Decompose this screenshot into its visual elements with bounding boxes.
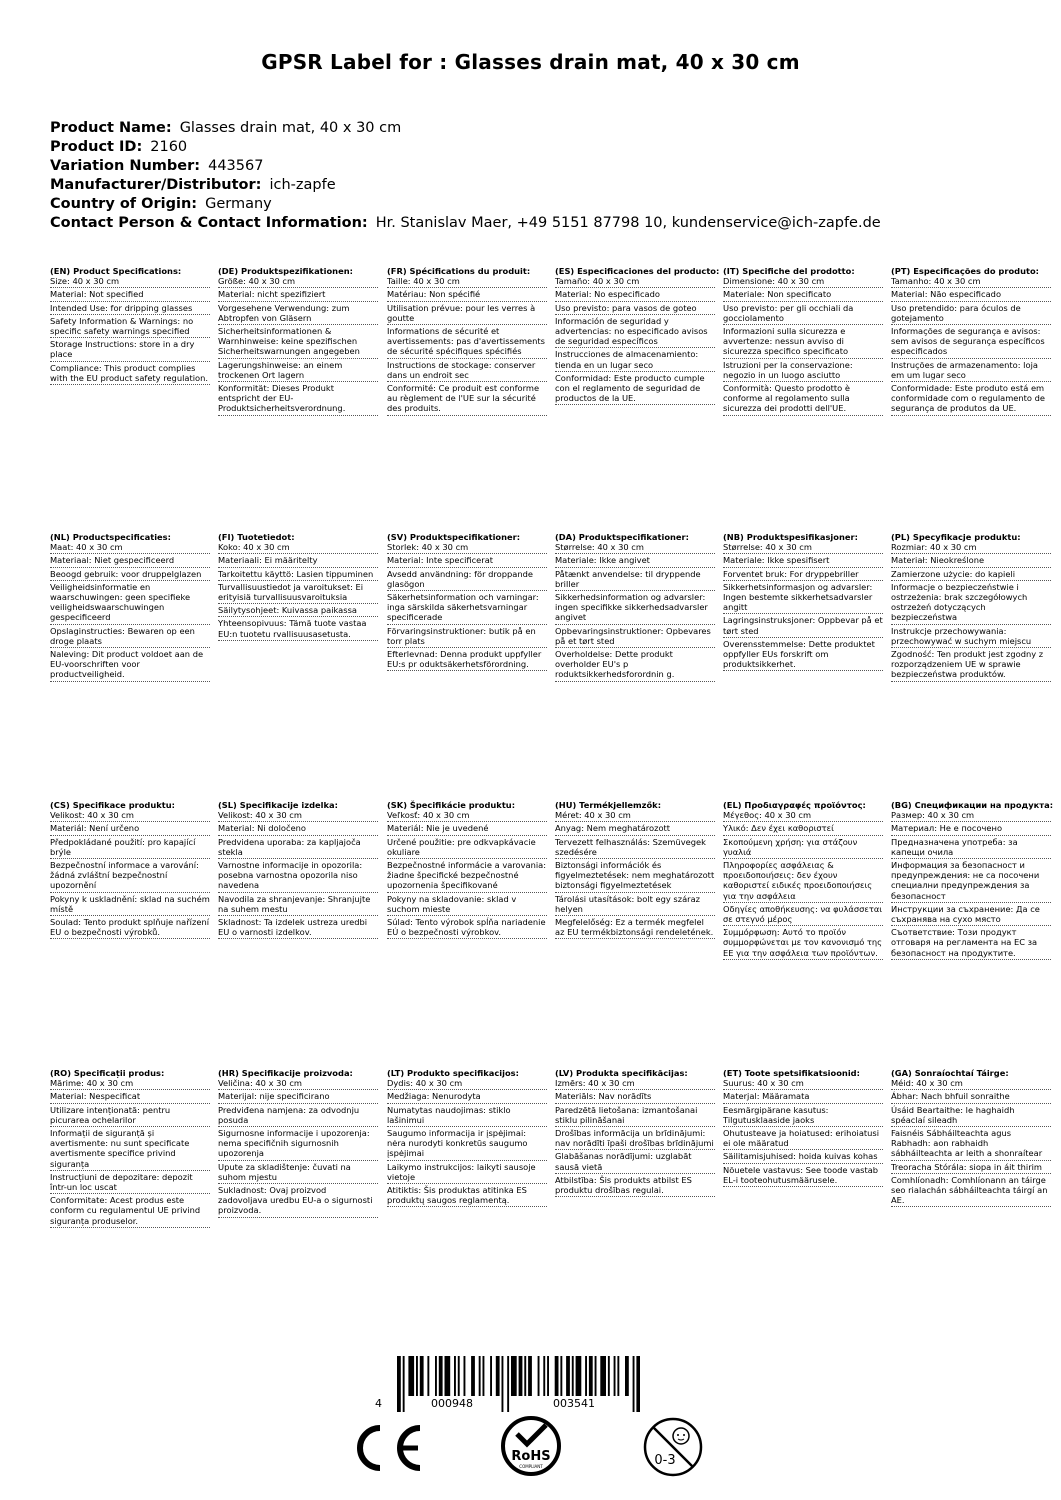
info-label: Product ID: — [50, 139, 143, 155]
barcode-bar — [585, 1356, 587, 1396]
spec-line: Medžiaga: Nenurodyta — [387, 1091, 547, 1103]
spec-line: Overholdelse: Dette produkt overholder EU's p roduktsikkerhedsforordnin g. — [555, 649, 715, 682]
spec-line: Material: No especificado — [555, 289, 715, 301]
spec-line: Veličina: 40 x 30 cm — [218, 1078, 378, 1090]
spec-title: (HR) Specifikacije proizvoda: — [218, 1068, 353, 1078]
spec-line: Størrelse: 40 x 30 cm — [723, 542, 883, 554]
ce-mark-icon — [350, 1422, 426, 1474]
spec-block — [218, 1068, 378, 1219]
spec-title: (LT) Produkto specifikacijos: — [387, 1068, 519, 1078]
info-label: Manufacturer/Distributor: — [50, 177, 262, 193]
spec-block — [555, 266, 720, 406]
spec-line: Conformitate: Acest produs este conform cu regulamentul UE privind siguranța produselor. — [50, 1195, 210, 1228]
spec-block — [50, 1068, 210, 1229]
spec-title: (ET) Toote spetsifikatsioonid: — [723, 1068, 860, 1078]
barcode-bar — [576, 1356, 582, 1396]
spec-line: Instructions de stockage: conserver dans un endroit sec — [387, 360, 547, 382]
rohs-icon — [500, 1414, 562, 1478]
spec-line: Biztonsági információk és figyelmeztetések: nem meghatározott biztonsági figyelmeztetések — [555, 860, 715, 893]
spec-line: Glabāšanas norādījumi: uzglabāt sausā vietā — [555, 1151, 715, 1173]
info-product-name — [50, 119, 1030, 138]
rohs-subtext: COMPLIANT — [519, 1464, 543, 1469]
barcode-bar — [572, 1356, 574, 1396]
spec-line: Koko: 40 x 30 cm — [218, 542, 378, 554]
barcode-digit-lead: 4 — [375, 1397, 382, 1410]
spec-line: Atitiktis: Šis produktas atitinka ES produktų saugos reglamentą. — [387, 1185, 547, 1207]
info-value: ich-zapfe — [269, 177, 336, 193]
spec-line: Sikkerhedsinformation og advarsler: ingen specifikke sikkerhedsadvarsler angivet — [555, 592, 715, 625]
spec-block — [387, 800, 547, 940]
info-label: Product Name: — [50, 120, 172, 136]
spec-row — [50, 266, 1060, 496]
spec-title: (NB) Produktspesifikasjoner: — [723, 532, 858, 542]
spec-line: Taille: 40 x 30 cm — [387, 276, 547, 288]
spec-line: Nõuetele vastavus: See toode vastab EL-i tooteohutusmäärusele. — [723, 1165, 883, 1187]
spec-title: (EL) Προδιαγραφές προϊόντος: — [723, 800, 866, 810]
barcode-bar — [445, 1356, 451, 1396]
spec-line: Conformité: Ce produit est conforme au règlement de l'UE sur la sécurité des produits. — [387, 383, 547, 416]
spec-title: (CS) Specifikace produktu: — [50, 800, 175, 810]
spec-line: Съответствие: Този продукт отговаря на регламента на ЕС за безопасност на продуктите. — [891, 927, 1051, 960]
spec-line: Numatytas naudojimas: stiklo lašinimui — [387, 1105, 547, 1127]
spec-block — [50, 266, 210, 386]
spec-line: Súlad: Tento výrobok spĺňa nariadenie EÚ o bezpečnosti výrobkov. — [387, 917, 547, 939]
barcode-bar — [511, 1356, 517, 1396]
spec-line: Atbilstība: Šis produkts atbilst ES produktu drošības regulai. — [555, 1175, 715, 1197]
spec-line: Pokyny na skladovanie: sklad v suchom mieste — [387, 894, 547, 916]
spec-line: Predviđena namjena: za odvodnju posuda — [218, 1105, 378, 1127]
barcode-bar — [458, 1356, 460, 1396]
spec-line: Pokyny k uskladnění: sklad na suchém místě — [50, 894, 210, 916]
barcode-bar — [547, 1356, 549, 1396]
spec-line: Säkerhetsinformation och varningar: inga särskilda säkerhetsvarningar specificerade — [387, 592, 547, 625]
spec-line: Yhteensopivuus: Tämä tuote vastaa EU:n tuotetu rvallisuusasetusta. — [218, 618, 378, 640]
spec-title: (ES) Especificaciones del producto: — [555, 266, 720, 276]
spec-line: Turvallisuustiedot ja varoitukset: Ei erityisiä turvallisuusvaroituksia — [218, 582, 378, 604]
spec-line: Συμμόρφωση: Αυτό το προϊόν συμμορφώνεται με τον κανονισμό της ΕΕ για την ασφάλεια των προϊόντων. — [723, 927, 883, 960]
spec-line: Dimensione: 40 x 30 cm — [723, 276, 883, 288]
spec-title: (BG) Спецификации на продукта: — [891, 800, 1054, 810]
spec-line: Material: Ni določeno — [218, 823, 378, 835]
spec-line: Soulad: Tento produkt splňuje nařízení EU o bezpečnosti výrobků. — [50, 917, 210, 939]
spec-line: Materiāls: Nav norādīts — [555, 1091, 715, 1103]
info-value: Glasses drain mat, 40 x 30 cm — [179, 120, 402, 136]
spec-line: Material: Nespecificat — [50, 1091, 210, 1103]
spec-block — [891, 532, 1051, 683]
spec-block — [555, 1068, 715, 1198]
spec-title: (FI) Tuotetiedot: — [218, 532, 295, 542]
barcode-bar — [420, 1356, 424, 1396]
spec-line: Размер: 40 x 30 cm — [891, 810, 1051, 822]
spec-title: (SK) Špecifikácie produktu: — [387, 800, 516, 810]
spec-block — [387, 1068, 547, 1208]
barcode-bar — [439, 1356, 443, 1396]
spec-line: Uso previsto: para vasos de goteo — [555, 303, 715, 315]
spec-line: Σκοπούμενη χρήση: για στάζουν γυαλιά — [723, 837, 883, 859]
spec-title: (EN) Product Specifications: — [50, 266, 182, 276]
spec-line: Veľkosť: 40 x 30 cm — [387, 810, 547, 822]
spec-line: Velikost: 40 x 30 cm — [50, 810, 210, 822]
barcode-bar — [471, 1356, 475, 1396]
spec-line: Skladnost: Ta izdelek ustreza uredbi EU o varnosti izdelkov. — [218, 917, 378, 939]
spec-line: Μέγεθος: 40 x 30 cm — [723, 810, 883, 822]
spec-block — [218, 532, 378, 642]
spec-line: Beoogd gebruik: voor druppelglazen — [50, 569, 210, 581]
barcode-bar — [528, 1356, 532, 1396]
barcode-bar — [416, 1356, 418, 1396]
spec-line: Size: 40 x 30 cm — [50, 276, 210, 288]
spec-line: Instrukcje przechowywania: przechowywać w suchym miejscu — [891, 626, 1051, 648]
barcode-bar — [566, 1356, 570, 1396]
spec-block — [50, 532, 210, 683]
spec-line: Materiale: Ikke angivet — [555, 555, 715, 567]
spec-line: Určené použitie: pre odkvapkávacie okuliare — [387, 837, 547, 859]
spec-line: Velikost: 40 x 30 cm — [218, 810, 378, 822]
spec-line: Sikkerhetsinformasjon og advarsler: Ingen bestemte sikkerhetsadvarsler angitt — [723, 582, 883, 615]
spec-block — [891, 800, 1054, 961]
spec-line: Saugumo informacija ir įspėjimai: nėra nurodyti konkretūs saugumo įspėjimai — [387, 1128, 547, 1161]
spec-line: Lagringsinstruksjoner: Oppbevar på et tørt sted — [723, 615, 883, 637]
spec-line: Materjal: Määramata — [723, 1091, 883, 1103]
spec-line: Instrucțiuni de depozitare: depozit într-un loc uscat — [50, 1172, 210, 1194]
spec-line: Informații de siguranță și avertismente: nu sunt specificate avertismente specifice privind siguranța — [50, 1128, 210, 1171]
spec-line: Opslaginstructies: Bewaren op een droge plaats — [50, 626, 210, 648]
spec-block — [50, 800, 210, 940]
info-label: Contact Person & Contact Information: — [50, 215, 368, 231]
spec-block — [723, 532, 883, 672]
spec-line: Størrelse: 40 x 30 cm — [555, 542, 715, 554]
age-label: 0-3 — [654, 1453, 676, 1468]
spec-line: Materiał: Nieokreślone — [891, 555, 1051, 567]
spec-line: Tarkoitettu käyttö: Lasien tippuminen — [218, 569, 378, 581]
spec-line: Zgodność: Ten produkt jest zgodny z rozporządzeniem UE w sprawie bezpieczeństwa produktów. — [891, 649, 1051, 682]
barcode-bar — [600, 1356, 606, 1396]
barcode-bar — [524, 1356, 526, 1396]
spec-line: Avsedd användning: för droppande glasögon — [387, 569, 547, 591]
spec-line: Konformität: Dieses Produkt entspricht der EU-Produktsicherheitsverordnung. — [218, 383, 378, 416]
spec-line: Предназначена употреба: за капещи очила — [891, 837, 1051, 859]
spec-title: (PT) Especificações do produto: — [891, 266, 1039, 276]
product-info — [50, 119, 1030, 233]
spec-line: Faisnéis Sábháilteachta agus Rabhadh: aon rabhaidh sábháilteachta ar leith a shonraítear — [891, 1128, 1051, 1161]
spec-line: Drošības informācija un brīdinājumi: nav norādīti īpaši drošības brīdinājumi — [555, 1128, 715, 1150]
spec-line: Material: Não especificado — [891, 289, 1051, 301]
spec-line: Zamierzone użycie: do kapieli — [891, 569, 1051, 581]
spec-line: Säilitamisjuhised: hoida kuivas kohas — [723, 1151, 883, 1163]
rohs-text: RoHS — [511, 1449, 551, 1464]
spec-row — [50, 532, 1060, 762]
spec-line: Sigurnosne informacije i upozorenja: nema specifičnih sigurnosnih upozorenja — [218, 1128, 378, 1161]
info-product-id — [50, 138, 1030, 157]
barcode-bar — [435, 1356, 437, 1396]
spec-line: Istruzioni per la conservazione: negozio in un luogo asciutto — [723, 360, 883, 382]
spec-line: Materiál: Nie je uvedené — [387, 823, 547, 835]
barcode-bar — [636, 1356, 640, 1412]
spec-line: Tárolási utasítások: bolt egy száraz helyen — [555, 894, 715, 916]
spec-line: Bezpečnostní informace a varování: žádná zvláštní bezpečnostní upozornění — [50, 860, 210, 893]
info-country-of-origin — [50, 195, 1030, 214]
spec-line: Treoracha Stórála: siopa in áit thirim — [891, 1162, 1051, 1174]
spec-line: Storage Instructions: store in a dry place — [50, 339, 210, 361]
info-value: 443567 — [208, 158, 264, 174]
barcode-bar — [427, 1356, 429, 1396]
info-label: Variation Number: — [50, 158, 201, 174]
spec-block — [387, 532, 547, 672]
barcode-bar — [608, 1356, 610, 1396]
spec-line: Materiale: Ikke spesifisert — [723, 555, 883, 567]
info-contact — [50, 214, 1030, 233]
spec-line: Uso previsto: per gli occhiali da gocciolamento — [723, 303, 883, 325]
spec-row — [50, 800, 1060, 1030]
spec-line: Comhlíonadh: Comhlíonann an táirge seo rialachán sábháilteachta táirgí an AE. — [891, 1175, 1051, 1208]
spec-line: Navodila za shranjevanje: Shranjujte na suhem mestu — [218, 894, 378, 916]
info-variation-number — [50, 157, 1030, 176]
spec-line: Υλικό: Δεν έχει καθοριστεί — [723, 823, 883, 835]
barcode-bar — [555, 1356, 559, 1396]
spec-line: Intended Use: for dripping glasses — [50, 303, 210, 315]
spec-line: Predvidena uporaba: za kapljajoča stekla — [218, 837, 378, 859]
spec-line: Předpokládané použití: pro kapající brýle — [50, 837, 210, 859]
spec-line: Mărime: 40 x 30 cm — [50, 1078, 210, 1090]
spec-line: Méid: 40 x 30 cm — [891, 1078, 1051, 1090]
spec-line: Izmērs: 40 x 30 cm — [555, 1078, 715, 1090]
spec-line: Naleving: Dit product voldoet aan de EU-voorschriften voor productveiligheid. — [50, 649, 210, 682]
barcode-bar — [408, 1356, 414, 1396]
spec-row — [50, 1068, 1060, 1298]
spec-block — [387, 266, 547, 417]
spec-line: Méret: 40 x 30 cm — [555, 810, 715, 822]
spec-line: Overensstemmelse: Dette produktet oppfyller EUs forskrift om produktsikkerhet. — [723, 639, 883, 672]
spec-line: Dydis: 40 x 30 cm — [387, 1078, 547, 1090]
spec-line: Utilisation prévue: pour les verres à goutte — [387, 303, 547, 325]
spec-line: Tamanho: 40 x 30 cm — [891, 276, 1051, 288]
spec-line: Instruções de armazenamento: loja em um lugar seco — [891, 360, 1051, 382]
spec-line: Säilytysohjeet: Kuivassa paikassa — [218, 605, 378, 617]
spec-title: (NL) Productspecificaties: — [50, 532, 171, 542]
spec-line: Laikymo instrukcijos: laikyti sausoje vietoje — [387, 1162, 547, 1184]
spec-line: Tamaño: 40 x 30 cm — [555, 276, 715, 288]
spec-block — [723, 266, 883, 417]
barcode-bar — [490, 1356, 492, 1396]
spec-line: Megfelelőség: Ez a termék megfelel az EU termékbiztonsági rendeletének. — [555, 917, 715, 939]
spec-line: Efterlevnad: Denna produkt uppfyller EU:s pr oduktsäkerhetsförordning. — [387, 649, 547, 671]
barcode-bar — [519, 1356, 523, 1396]
spec-line: Matériau: Non spécifié — [387, 289, 547, 301]
spec-line: Информация за безопасност и предупреждения: не са посочени специални предупреждения за безопасност — [891, 860, 1051, 903]
spec-line: Tervezett felhasználás: Szemüvegek szedésére — [555, 837, 715, 859]
spec-line: Úsáid Beartaithe: le haghaidh spéaclaí sileadh — [891, 1105, 1051, 1127]
spec-line: Materiál: Není určeno — [50, 823, 210, 835]
barcode-bar — [454, 1356, 456, 1396]
spec-line: Material: Inte specificerat — [387, 555, 547, 567]
spec-line: Uso pretendido: para óculos de gotejamento — [891, 303, 1051, 325]
spec-block — [218, 800, 378, 940]
spec-line: Anyag: Nem meghatározott — [555, 823, 715, 835]
spec-line: Maat: 40 x 30 cm — [50, 542, 210, 554]
spec-line: Größe: 40 x 30 cm — [218, 276, 378, 288]
spec-line: Materiale: Non specificato — [723, 289, 883, 301]
spec-line: Rozmiar: 40 x 30 cm — [891, 542, 1051, 554]
barcode-bar — [538, 1356, 540, 1396]
age-warning-icon — [641, 1416, 705, 1478]
barcode-bar — [589, 1356, 593, 1396]
spec-line: Suurus: 40 x 30 cm — [723, 1078, 883, 1090]
spec-line: Lagerungshinweise: an einem trockenen Ort lagern — [218, 360, 378, 382]
barcode-digits — [375, 1397, 615, 1411]
page-title: GPSR Label for : Glasses drain mat, 40 x 30 cm — [261, 50, 800, 74]
spec-line: Informações de segurança e avisos: sem avisos de segurança específicos especificados — [891, 326, 1051, 359]
spec-line: Ábhar: Nach bhfuil sonraithe — [891, 1091, 1051, 1103]
barcode-bar — [614, 1356, 616, 1396]
spec-block — [555, 800, 715, 940]
barcode-bar — [483, 1356, 485, 1396]
barcode-bar — [560, 1356, 562, 1396]
spec-title: (GA) Sonraíochtaí Táirge: — [891, 1068, 1009, 1078]
spec-line: Materiaal: Niet gespecificeerd — [50, 555, 210, 567]
spec-line: Conformidad: Este producto cumple con el reglamento de seguridad de productos de la UE. — [555, 373, 715, 406]
barcode-bar — [464, 1356, 466, 1396]
spec-line: Opbevaringsinstruktioner: Opbevares på et tørt sted — [555, 626, 715, 648]
spec-title: (FR) Spécifications du produit: — [387, 266, 531, 276]
spec-line: Storlek: 40 x 30 cm — [387, 542, 547, 554]
spec-block — [218, 266, 378, 417]
spec-line: Paredzētā lietošana: izmantošanai stiklu pilināšanai — [555, 1105, 715, 1127]
spec-line: Material: nicht spezifiziert — [218, 289, 378, 301]
spec-line: Bezpečnostné informácie a varovania: žiadne špecifické bezpečnostné upozornenia špecifikované — [387, 860, 547, 893]
barcode-digits-right: 003541 — [553, 1397, 595, 1410]
spec-line: Materijal: nije specificirano — [218, 1091, 378, 1103]
spec-title: (IT) Specifiche del prodotto: — [723, 266, 855, 276]
barcode-bar — [543, 1356, 545, 1396]
barcode-bar — [625, 1356, 629, 1396]
spec-title: (DE) Produktspezifikationen: — [218, 266, 353, 276]
spec-line: Conformità: Questo prodotto è conforme al regolamento sulla sicurezza dei prodotti dell'UE. — [723, 383, 883, 416]
spec-title: (RO) Specificații produs: — [50, 1068, 165, 1078]
spec-title: (SV) Produktspecifikationer: — [387, 532, 521, 542]
spec-line: Инструкции за съхранение: Да се съхранява на сухо място — [891, 904, 1051, 926]
barcode-bar — [595, 1356, 597, 1396]
info-value: Germany — [205, 196, 272, 212]
info-value: Hr. Stanislav Maer, +49 5151 87798 10, kundenservice@ich-zapfe.de — [375, 215, 881, 231]
spec-line: Material: Not specified — [50, 289, 210, 301]
spec-line: Veiligheidsinformatie en waarschuwingen: geen specifieke veiligheidswaarschuwingen gespecificeerd — [50, 582, 210, 625]
spec-line: Sukladnost: Ovaj proizvod zadovoljava uredbu EU-a o sigurnosti proizvoda. — [218, 1185, 378, 1218]
spec-line: Informazioni sulla sicurezza e avvertenze: nessun avviso di sicurezza specifico specificato — [723, 326, 883, 359]
info-value: 2160 — [150, 139, 188, 155]
barcode-bar — [617, 1356, 619, 1396]
spec-line: Informacje o bezpieczeństwie i ostrzeżenia: brak szczegółowych ostrzeżeń dotyczących bezpieczeństwa — [891, 582, 1051, 625]
spec-line: Påtænkt anvendelse: til dryppende briller — [555, 569, 715, 591]
spec-line: Eesmärgipärane kasutus: Tilgutusklaaside jaoks — [723, 1105, 883, 1127]
barcode-bar — [496, 1356, 500, 1396]
spec-block — [891, 266, 1051, 417]
barcode-bar — [633, 1356, 635, 1412]
spec-block — [891, 1068, 1051, 1208]
spec-line: Compliance: This product complies with the EU product safety regulation. — [50, 363, 210, 385]
spec-line: Conformidade: Este produto está em conformidade com o regulamento de segurança de produtos da UE. — [891, 383, 1051, 416]
spec-line: Οδηγίες αποθήκευσης: να φυλάσσεται σε στεγνό μέρος — [723, 904, 883, 926]
spec-title: (LV) Produkta specifikācijas: — [555, 1068, 688, 1078]
spec-line: Informations de sécurité et avertissements: pas d'avertissements de sécurité spécifiques spécifiés — [387, 326, 547, 359]
spec-line: Πληροφορίες ασφάλειας & προειδοποιήσεις: δεν έχουν καθοριστεί ειδικές προειδοποιήσεις για την ασφάλεια — [723, 860, 883, 903]
barcode-bar — [479, 1356, 481, 1396]
spec-title: (HU) Termékjellemzők: — [555, 800, 662, 810]
spec-title: (PL) Specyfikacje produktu: — [891, 532, 1021, 542]
spec-title: (SL) Specifikacije izdelka: — [218, 800, 338, 810]
spec-line: Varnostne informacije in opozorila: posebna varnostna opozorila niso navedena — [218, 860, 378, 893]
spec-line: Forventet bruk: For dryppebriller — [723, 569, 883, 581]
spec-line: Materiaali: Ei määritelty — [218, 555, 378, 567]
info-label: Country of Origin: — [50, 196, 198, 212]
spec-block — [723, 800, 883, 961]
spec-line: Instrucciones de almacenamiento: tienda en un lugar seco — [555, 349, 715, 371]
spec-line: Материал: Не е посочено — [891, 823, 1051, 835]
spec-line: Información de seguridad y advertencias: no especificado avisos de seguridad específicos — [555, 316, 715, 349]
barcode-digits-left: 000948 — [431, 1397, 473, 1410]
spec-line: Upute za skladištenje: čuvati na suhom mjestu — [218, 1162, 378, 1184]
spec-block — [723, 1068, 883, 1188]
spec-block — [555, 532, 715, 683]
spec-title: (DA) Produktspecifikationer: — [555, 532, 689, 542]
info-manufacturer — [50, 176, 1030, 195]
spec-line: Förvaringsinstruktioner: butik på en torr plats — [387, 626, 547, 648]
spec-line: Ohutusteave ja hoiatused: erihoiatusi ei ole määratud — [723, 1128, 883, 1150]
spec-line: Sicherheitsinformationen & Warnhinweise: keine spezifischen Sicherheitswarnungen angegeben — [218, 326, 378, 359]
spec-line: Vorgesehene Verwendung: zum Abtropfen von Gläsern — [218, 303, 378, 325]
spec-line: Utilizare intenționată: pentru picurarea ochelarilor — [50, 1105, 210, 1127]
spec-line: Safety Information & Warnings: no specific safety warnings specified — [50, 316, 210, 338]
